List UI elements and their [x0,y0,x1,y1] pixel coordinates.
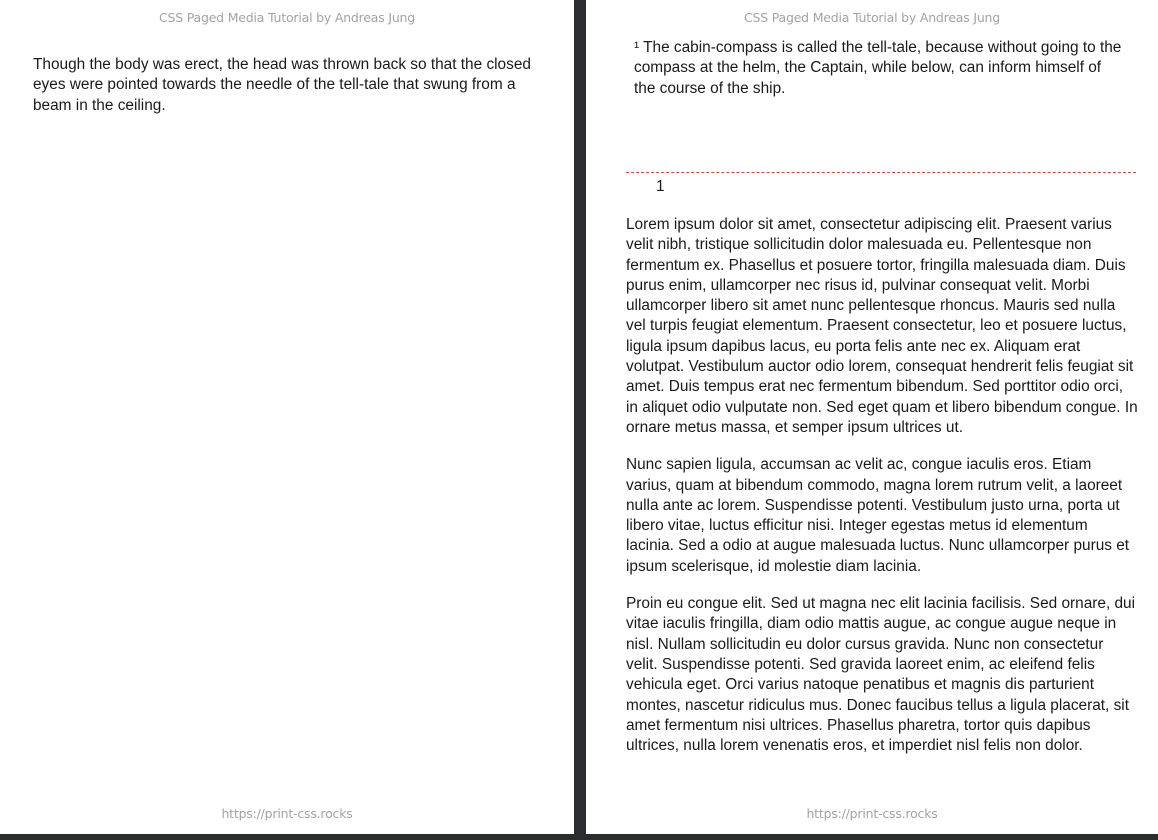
body-paragraph: Nunc sapien ligula, accumsan ac velit ac, congue iaculis eros. Etiam varius, quam at bibendum commodo, magna lorem rutrum velit, a laoreet nulla ante ac lorem. Suspendisse potenti. Vestibulum justo urna, porta ut libero vitae, luctus efficitur nisi. Integer egestas metus id elementum lacinia. Sed a odio at augue malesuada luctus. Nunc ullamcorper purus et ipsum scelerisque, id molestie diam lacinia. [626,456,1130,575]
footnote-separator [626,172,1136,173]
footnote-text: ¹ The cabin-compass is called the tell-tale, because without going to the compass at the helm, the Captain, while below, can inform himself of the course of the ship. [634,39,1122,97]
page-left [0,0,574,834]
body-paragraph: Lorem ipsum dolor sit amet, consectetur adipiscing elit. Praesent varius velit nibh, tristique sollicitudin dolor malesuada eu. Pellentesque non fermentum ex. Phasellus et posuere tortor, fringilla malesuada diam. Duis purus enim, ullamcorper nec risus id, pulvinar consequat velit. Morbi ullamcorper libero sit amet nunc pellentesque rhoncus. Mauris sed nulla vel turpis feugiat elementum. Praesent consectetur, leo et posuere luctus, ligula ipsum dapibus lacus, eu porta felis ante nec ex. Aliquam erat volutpat. Vestibulum auctor odio lorem, consequat hendrerit felis feugiat sit amet. Duis tempus erat nec fermentum bibendum. Sed porttitor odio orci, in aliquet odio vulputate non. Sed eget quam et libero bibendum congue. In ornare metus massa, et semper ipsum ultrices ut. [626,216,1138,436]
page-right [586,0,1158,834]
running-footer-link[interactable]: https://print-css.rocks [221,806,353,821]
page-number: 1 [656,178,665,195]
body-paragraph: Proin eu congue elit. Sed ut magna nec elit lacinia facilisis. Sed ornare, dui vitae iaculis fringilla, diam odio mattis augue, ac congue augue neque in nisl. Nullam sollicitudin eu dolor cursus gravida. Nunc non consectetur velit. Suspendisse potenti. Sed gravida laoreet enim, ac eleifend felis vehicula eget. Orci varius natoque penatibus et magnis dis parturient montes, nascetur ridiculus mus. Donec faucibus tellus a ligula placerat, sit amet fermentum nisi ultrices. Phasellus pharetra, tortor quis dapibus ultrices, nulla lorem venenatis eros, et imperdiet nisl felis non dolor. [626,595,1136,755]
body-content [626,215,1138,773]
running-header: CSS Paged Media Tutorial by Andreas Jung [743,10,1001,25]
running-header: CSS Paged Media Tutorial by Andreas Jung [158,10,416,25]
running-footer-link[interactable]: https://print-css.rocks [806,806,938,821]
body-paragraph: Though the body was erect, the head was thrown back so that the closed eyes were pointed towards the needle of the tell-tale that swung from a beam in the ceiling. [33,56,531,114]
